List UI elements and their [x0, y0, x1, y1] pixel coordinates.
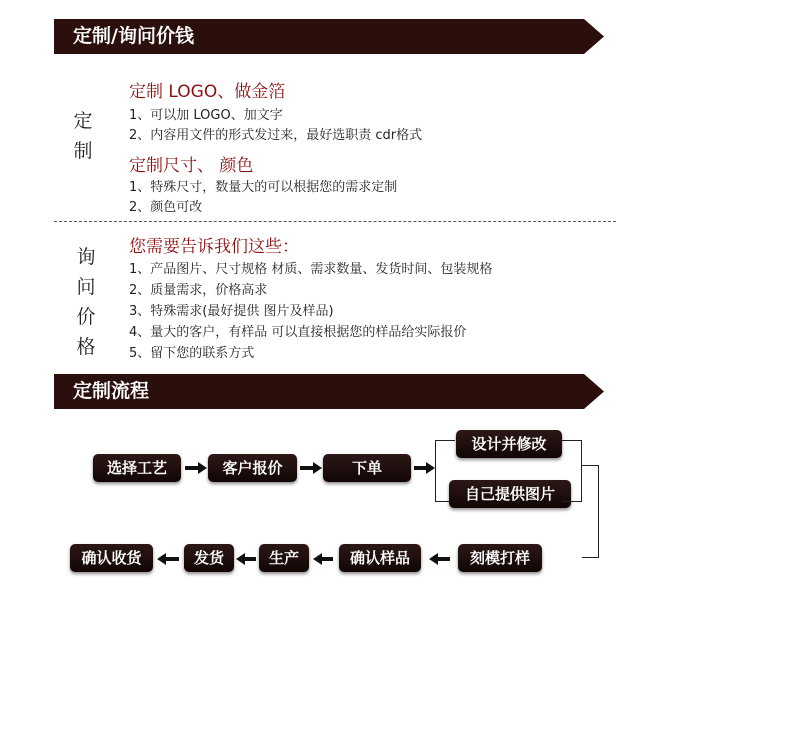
size-line: 2、颜色可改 — [129, 200, 203, 215]
logo-line: 1、可以加 LOGO、加文字 — [129, 108, 283, 123]
step-shipping: 发货 — [184, 544, 234, 572]
step-engrave-sample: 刻模打样 — [458, 544, 542, 572]
logo-line: 2、内容用文件的形式发过来，最好选职责 cdr格式 — [129, 128, 423, 143]
logo-heading: 定制 LOGO、做金箔 — [129, 82, 286, 102]
arrow-left-icon — [236, 553, 256, 565]
step-place-order: 下单 — [323, 454, 411, 482]
custom-side-label: 定 制 — [73, 110, 93, 162]
down-connector — [582, 465, 599, 558]
inquiry-line: 3、特殊需求(最好提供 图片及样品) — [129, 304, 334, 319]
section-banner-process — [54, 374, 604, 409]
size-line: 1、特殊尺寸，数量大的可以根据您的需求定制 — [129, 180, 398, 195]
merge-bracket — [562, 440, 582, 502]
step-production: 生产 — [259, 544, 309, 572]
section-banner-pricing — [54, 19, 604, 54]
arrow-left-icon — [429, 553, 450, 565]
inquiry-heading: 您需要告诉我们这些： — [129, 237, 299, 257]
arrow-right-icon — [300, 462, 322, 474]
arrow-right-icon — [185, 462, 207, 474]
inquiry-line: 5、留下您的联系方式 — [129, 346, 255, 361]
dashed-divider — [54, 221, 616, 222]
inquiry-line: 4、量大的客户，有样品 可以直接根据您的样品给实际报价 — [129, 325, 467, 340]
step-provide-images: 自己提供图片 — [449, 480, 571, 508]
step-design-modify: 设计并修改 — [456, 430, 562, 458]
section-title: 定制/询问价钱 — [73, 25, 194, 47]
size-heading: 定制尺寸、 颜色 — [129, 156, 254, 176]
step-confirm-sample: 确认样品 — [339, 544, 421, 572]
step-select-craft: 选择工艺 — [93, 454, 181, 482]
section-title: 定制流程 — [73, 380, 150, 402]
inquiry-line: 2、质量需求，价格高求 — [129, 283, 268, 298]
arrow-left-icon — [313, 553, 333, 565]
arrow-left-icon — [157, 553, 179, 565]
step-customer-quote: 客户报价 — [208, 454, 297, 482]
arrow-right-icon — [414, 462, 435, 474]
inquiry-line: 1、产品图片、尺寸规格 材质、需求数量、发货时间、包装规格 — [129, 262, 493, 277]
step-confirm-receipt: 确认收货 — [70, 544, 153, 572]
inquiry-side-label: 询 问 价 格 — [76, 246, 96, 358]
